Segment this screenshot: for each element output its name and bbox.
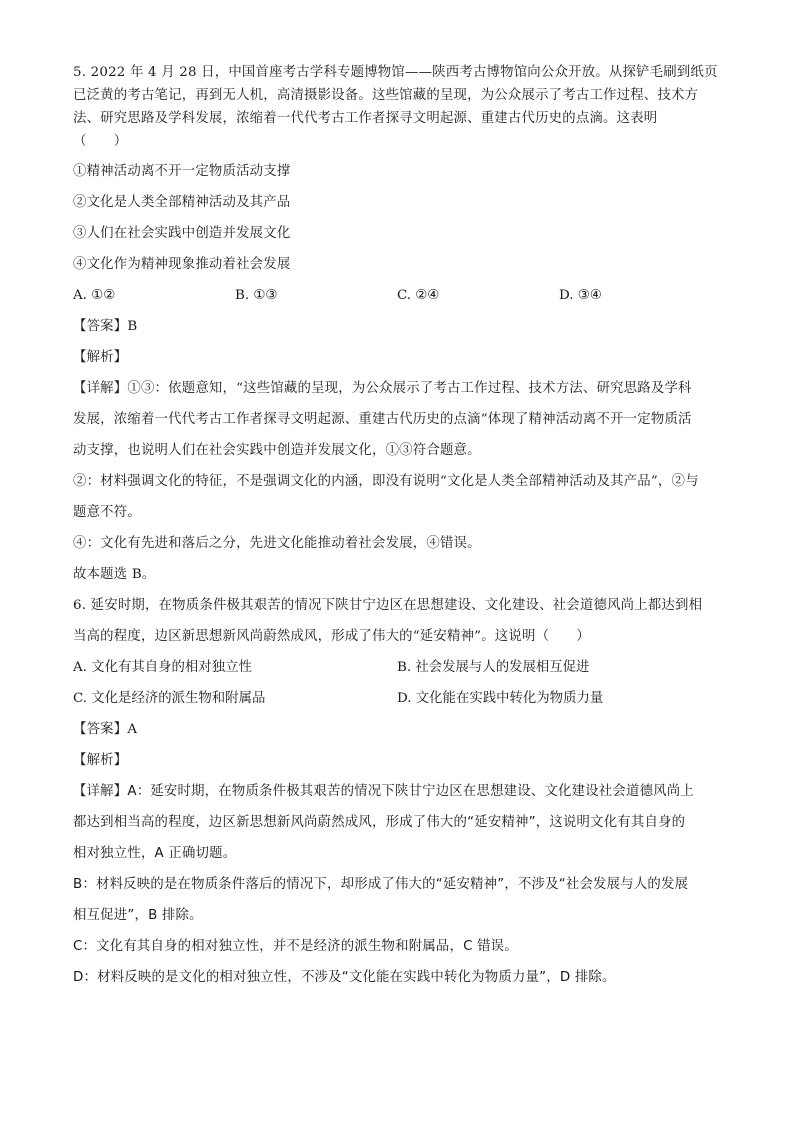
q5-option-b: B. ①③ (235, 288, 278, 303)
q6-options-row-1 (73, 658, 733, 678)
q5-detail-line-2: 发展，浓缩着一代代考古工作者探寻文明起源、重建古代历史的点滴”体现了精神活动离不开一定物质活 (73, 412, 692, 427)
q6-analysis-label: 【解析】 (73, 753, 128, 768)
q6-option-a: A. 文化有其自身的相对独立性 (73, 660, 252, 675)
q6-stem-line-2: 当高的程度，边区新思想新风尚蔚然成风，形成了伟大的“延安精神”。这说明（ ） (73, 629, 590, 644)
q6-detail-line-6: C：文化有其自身的相对独立性，并不是经济的派生物和附属品，C 错误。 (73, 939, 518, 954)
q5-answer: 【答案】B (73, 319, 138, 334)
q6-options-row-2 (73, 689, 733, 709)
q5-option-c: C. ②④ (397, 288, 440, 303)
q6-stem-line-1: 6. 延安时期，在物质条件极其艰苦的情况下陕甘宁边区在思想建设、文化建设、社会道德风尚上都达到相 (73, 598, 703, 613)
q5-stem-blank: （ ） (73, 134, 128, 149)
q6-detail-line-7: D：材料反映的是文化的相对独立性，不涉及“文化能在实践中转化为物质力量”，D 排除。 (73, 970, 616, 985)
q6-option-d: D. 文化能在实践中转化为物质力量 (397, 691, 604, 706)
q6-answer: 【答案】A (73, 722, 138, 737)
q5-stem-line-3: 法、研究思路及学科发展，浓缩着一代代考古工作者探寻文明起源、重建古代历史的点滴。这表明 (73, 111, 658, 126)
q5-stem-line-1: 5. 2022 年 4 月 28 日，中国首座考古学科专题博物馆——陕西考古博物馆向公众开放。从探铲毛刷到纸页 (73, 65, 718, 80)
q5-option-a: A. ①② (73, 288, 116, 303)
q6-detail-line-5: 相互促进”，B 排除。 (73, 908, 203, 923)
q6-option-b: B. 社会发展与人的发展相互促进 (397, 660, 590, 675)
q6-detail-line-1: 【详解】A：延安时期，在物质条件极其艰苦的情况下陕甘宁边区在思想建设、文化建设社会道德风尚上 (73, 784, 694, 799)
q6-option-c: C. 文化是经济的派生物和附属品 (73, 691, 266, 706)
q5-detail-line-4: ②：材料强调文化的特征，不是强调文化的内涵，即没有说明“文化是人类全部精神活动及其产品”，②与 (73, 474, 699, 489)
q5-options (73, 286, 733, 306)
q5-analysis-label: 【解析】 (73, 350, 128, 365)
q5-statement-1: ①精神活动离不开一定物质活动支撑 (73, 164, 291, 179)
q6-detail-line-4: B：材料反映的是在物质条件落后的情况下，却形成了伟大的“延安精神”，不涉及“社会发展与人的发展 (73, 877, 689, 892)
q5-conclusion: 故本题选 B。 (73, 567, 156, 582)
q5-statement-4: ④文化作为精神现象推动着社会发展 (73, 257, 291, 272)
q5-detail-line-3: 动支撑，也说明人们在社会实践中创造并发展文化，①③符合题意。 (73, 443, 481, 458)
q6-detail-line-3: 相对独立性，A 正确切题。 (73, 846, 237, 861)
q5-detail-line-5: 题意不符。 (73, 505, 141, 520)
q5-statement-2: ②文化是人类全部精神活动及其产品 (73, 195, 291, 210)
q5-detail-line-1: 【详解】①③：依题意知，“这些馆藏的呈现，为公众展示了考古工作过程、技术方法、研究思路及学科 (73, 381, 692, 396)
q5-statement-3: ③人们在社会实践中创造并发展文化 (73, 226, 291, 241)
q6-detail-line-2: 都达到相当高的程度，边区新思想新风尚蔚然成风，形成了伟大的“延安精神”，这说明文化有其自身的 (73, 815, 686, 830)
q5-option-d: D. ③④ (559, 288, 602, 303)
q5-stem-line-2: 已泛黄的考古笔记，再到无人机，高清摄影设备。这些馆藏的呈现，为公众展示了考古工作过程、技术方 (73, 88, 699, 103)
q5-detail-line-6: ④：文化有先进和落后之分，先进文化能推动着社会发展，④错误。 (73, 536, 481, 551)
